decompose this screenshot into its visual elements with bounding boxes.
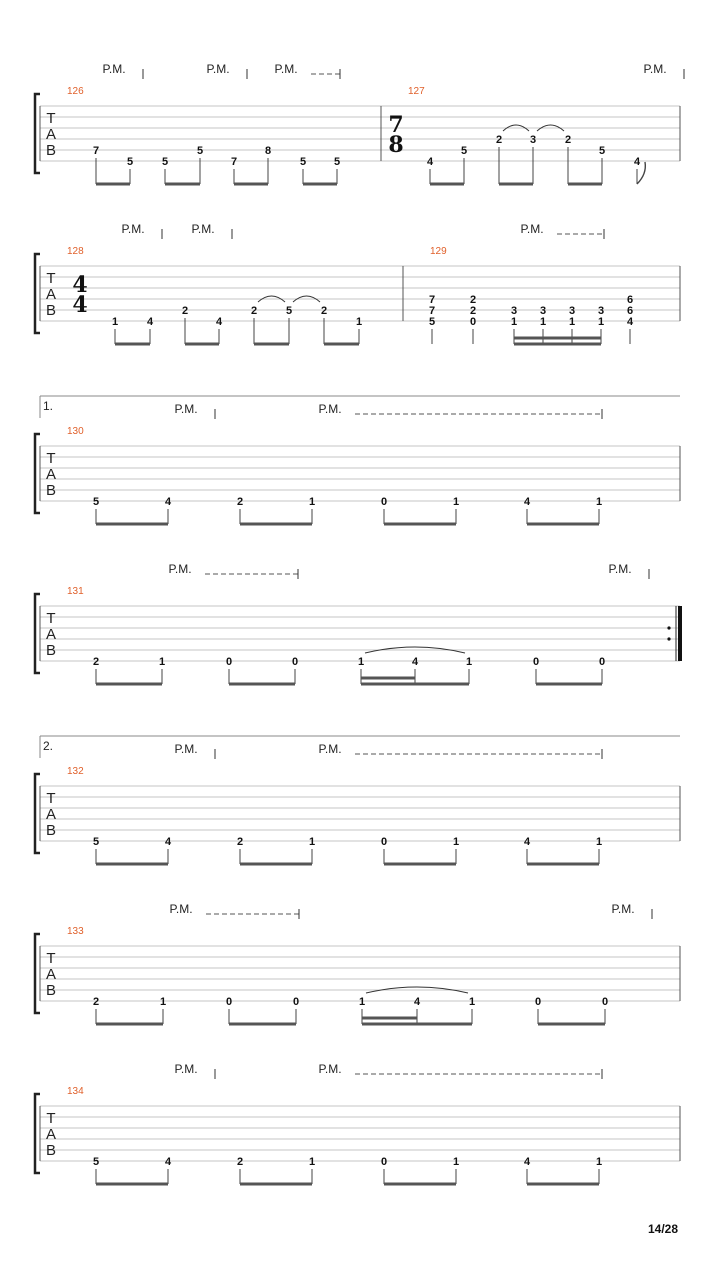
fret-number: 3 xyxy=(568,305,576,317)
fret-number: 4 xyxy=(146,316,154,328)
fret-number: 2 xyxy=(564,134,572,146)
fret-number: 8 xyxy=(264,145,272,157)
fret-number: 1 xyxy=(568,316,576,328)
fret-number: 0 xyxy=(532,656,540,668)
fret-number: 0 xyxy=(380,1156,388,1168)
tab-clef-t: T xyxy=(46,110,56,127)
palm-mute-label: P.M. xyxy=(318,742,342,756)
fret-number: 1 xyxy=(158,656,166,668)
fret-number: 5 xyxy=(285,305,293,317)
page-number: 14/28 xyxy=(647,1222,678,1236)
measure-number: 134 xyxy=(67,1086,84,1097)
fret-number: 1 xyxy=(465,656,473,668)
fret-number: 4 xyxy=(633,156,641,168)
palm-mute-label: P.M. xyxy=(174,402,198,416)
fret-number: 2 xyxy=(92,656,100,668)
fret-number: 0 xyxy=(380,496,388,508)
fret-number: 7 xyxy=(92,145,100,157)
fret-number: 2 xyxy=(236,496,244,508)
fret-number: 1 xyxy=(452,496,460,508)
fret-number: 5 xyxy=(333,156,341,168)
palm-mute-label: P.M. xyxy=(206,62,230,76)
system-bracket xyxy=(35,934,40,1013)
fret-number: 1 xyxy=(468,996,476,1008)
fret-number: 0 xyxy=(469,316,477,328)
measure-number: 126 xyxy=(67,86,84,97)
fret-number: 2 xyxy=(236,1156,244,1168)
fret-number: 1 xyxy=(159,996,167,1008)
fret-number: 1 xyxy=(595,496,603,508)
repeat-barline-thick xyxy=(678,606,682,661)
tab-clef-t: T xyxy=(46,950,56,967)
fret-number: 0 xyxy=(291,656,299,668)
palm-mute-label: P.M. xyxy=(102,62,126,76)
fret-number: 1 xyxy=(111,316,119,328)
fret-number: 0 xyxy=(598,656,606,668)
fret-number: 5 xyxy=(460,145,468,157)
tab-clef-a: A xyxy=(45,466,57,483)
measure-number: 128 xyxy=(67,246,84,257)
fret-number: 1 xyxy=(308,1156,316,1168)
fret-number: 1 xyxy=(452,836,460,848)
palm-mute-label: P.M. xyxy=(608,562,632,576)
tab-clef-b: B xyxy=(45,982,57,999)
fret-number: 5 xyxy=(92,496,100,508)
fret-number: 5 xyxy=(161,156,169,168)
fret-number: 4 xyxy=(164,496,172,508)
fret-number: 2 xyxy=(236,836,244,848)
palm-mute-label: P.M. xyxy=(520,222,544,236)
fret-number: 5 xyxy=(126,156,134,168)
time-signature-top: 4 xyxy=(72,272,88,298)
fret-number: 7 xyxy=(230,156,238,168)
fret-number: 2 xyxy=(469,305,477,317)
fret-number: 0 xyxy=(292,996,300,1008)
fret-number: 4 xyxy=(523,496,531,508)
tab-system xyxy=(35,736,680,864)
fret-number: 4 xyxy=(523,1156,531,1168)
tab-system xyxy=(35,62,684,184)
volta-number: 1. xyxy=(43,399,54,413)
fret-number: 2 xyxy=(320,305,328,317)
tab-clef-b: B xyxy=(45,482,57,499)
tab-clef-t: T xyxy=(46,270,56,287)
tab-clef-t: T xyxy=(46,790,56,807)
fret-number: 1 xyxy=(597,316,605,328)
fret-number: 4 xyxy=(426,156,434,168)
measure-number: 130 xyxy=(67,426,84,437)
fret-number: 4 xyxy=(164,1156,172,1168)
tab-system xyxy=(35,396,680,524)
tab-system xyxy=(35,222,680,344)
fret-number: 3 xyxy=(539,305,547,317)
fret-number: 7 xyxy=(428,294,436,306)
fret-number: 4 xyxy=(215,316,223,328)
fret-number: 0 xyxy=(225,996,233,1008)
fret-number: 2 xyxy=(469,294,477,306)
tab-clef-a: A xyxy=(45,286,57,303)
measure-number: 129 xyxy=(430,246,447,257)
fret-number: 4 xyxy=(164,836,172,848)
fret-number: 1 xyxy=(308,836,316,848)
palm-mute-label: P.M. xyxy=(191,222,215,236)
tab-system xyxy=(35,902,680,1024)
volta-number: 2. xyxy=(43,739,54,753)
system-bracket xyxy=(35,434,40,513)
fret-number: 5 xyxy=(92,836,100,848)
tab-clef-b: B xyxy=(45,1142,57,1159)
fret-number: 4 xyxy=(523,836,531,848)
fret-number: 1 xyxy=(510,316,518,328)
repeat-dot xyxy=(667,637,670,640)
tab-clef-b: B xyxy=(45,822,57,839)
fret-number: 2 xyxy=(250,305,258,317)
palm-mute-label: P.M. xyxy=(174,1062,198,1076)
palm-mute-label: P.M. xyxy=(174,742,198,756)
time-signature-top: 7 xyxy=(388,112,404,138)
fret-number: 1 xyxy=(308,496,316,508)
palm-mute-label: P.M. xyxy=(169,902,193,916)
palm-mute-label: P.M. xyxy=(318,402,342,416)
fret-number: 5 xyxy=(196,145,204,157)
time-signature-bottom: 4 xyxy=(72,292,88,318)
tab-clef-a: A xyxy=(45,806,57,823)
palm-mute-label: P.M. xyxy=(643,62,667,76)
fret-number: 1 xyxy=(452,1156,460,1168)
fret-number: 5 xyxy=(598,145,606,157)
palm-mute-label: P.M. xyxy=(168,562,192,576)
palm-mute-label: P.M. xyxy=(611,902,635,916)
measure-number: 131 xyxy=(67,586,84,597)
fret-number: 2 xyxy=(495,134,503,146)
fret-number: 3 xyxy=(529,134,537,146)
tab-system xyxy=(35,1062,680,1184)
system-bracket xyxy=(35,254,40,333)
fret-number: 4 xyxy=(413,996,421,1008)
tab-clef-t: T xyxy=(46,450,56,467)
tab-clef-a: A xyxy=(45,966,57,983)
fret-number: 0 xyxy=(601,996,609,1008)
fret-number: 6 xyxy=(626,294,634,306)
palm-mute-label: P.M. xyxy=(121,222,145,236)
tab-clef-b: B xyxy=(45,302,57,319)
system-bracket xyxy=(35,774,40,853)
tab-clef-t: T xyxy=(46,610,56,627)
tab-clef-a: A xyxy=(45,1126,57,1143)
palm-mute-label: P.M. xyxy=(318,1062,342,1076)
fret-number: 2 xyxy=(181,305,189,317)
fret-number: 5 xyxy=(299,156,307,168)
system-bracket xyxy=(35,594,40,673)
fret-number: 1 xyxy=(595,836,603,848)
fret-number: 3 xyxy=(597,305,605,317)
measure-number: 133 xyxy=(67,926,84,937)
fret-number: 1 xyxy=(357,656,365,668)
palm-mute-label: P.M. xyxy=(274,62,298,76)
fret-number: 6 xyxy=(626,305,634,317)
system-bracket xyxy=(35,1094,40,1173)
tab-clef-t: T xyxy=(46,1110,56,1127)
tab-clef-b: B xyxy=(45,642,57,659)
fret-number: 5 xyxy=(428,316,436,328)
measure-number: 127 xyxy=(408,86,425,97)
fret-number: 3 xyxy=(510,305,518,317)
tab-clef-b: B xyxy=(45,142,57,159)
system-bracket xyxy=(35,94,40,173)
tab-system xyxy=(35,562,682,684)
fret-number: 4 xyxy=(411,656,419,668)
repeat-dot xyxy=(667,626,670,629)
fret-number: 1 xyxy=(595,1156,603,1168)
fret-number: 1 xyxy=(539,316,547,328)
time-signature-bottom: 8 xyxy=(388,132,404,158)
fret-number: 1 xyxy=(358,996,366,1008)
tab-clef-a: A xyxy=(45,626,57,643)
fret-number: 5 xyxy=(92,1156,100,1168)
fret-number: 4 xyxy=(626,316,634,328)
measure-number: 132 xyxy=(67,766,84,777)
fret-number: 2 xyxy=(92,996,100,1008)
fret-number: 7 xyxy=(428,305,436,317)
fret-number: 1 xyxy=(355,316,363,328)
tab-clef-a: A xyxy=(45,126,57,143)
fret-number: 0 xyxy=(534,996,542,1008)
fret-number: 0 xyxy=(380,836,388,848)
fret-number: 0 xyxy=(225,656,233,668)
